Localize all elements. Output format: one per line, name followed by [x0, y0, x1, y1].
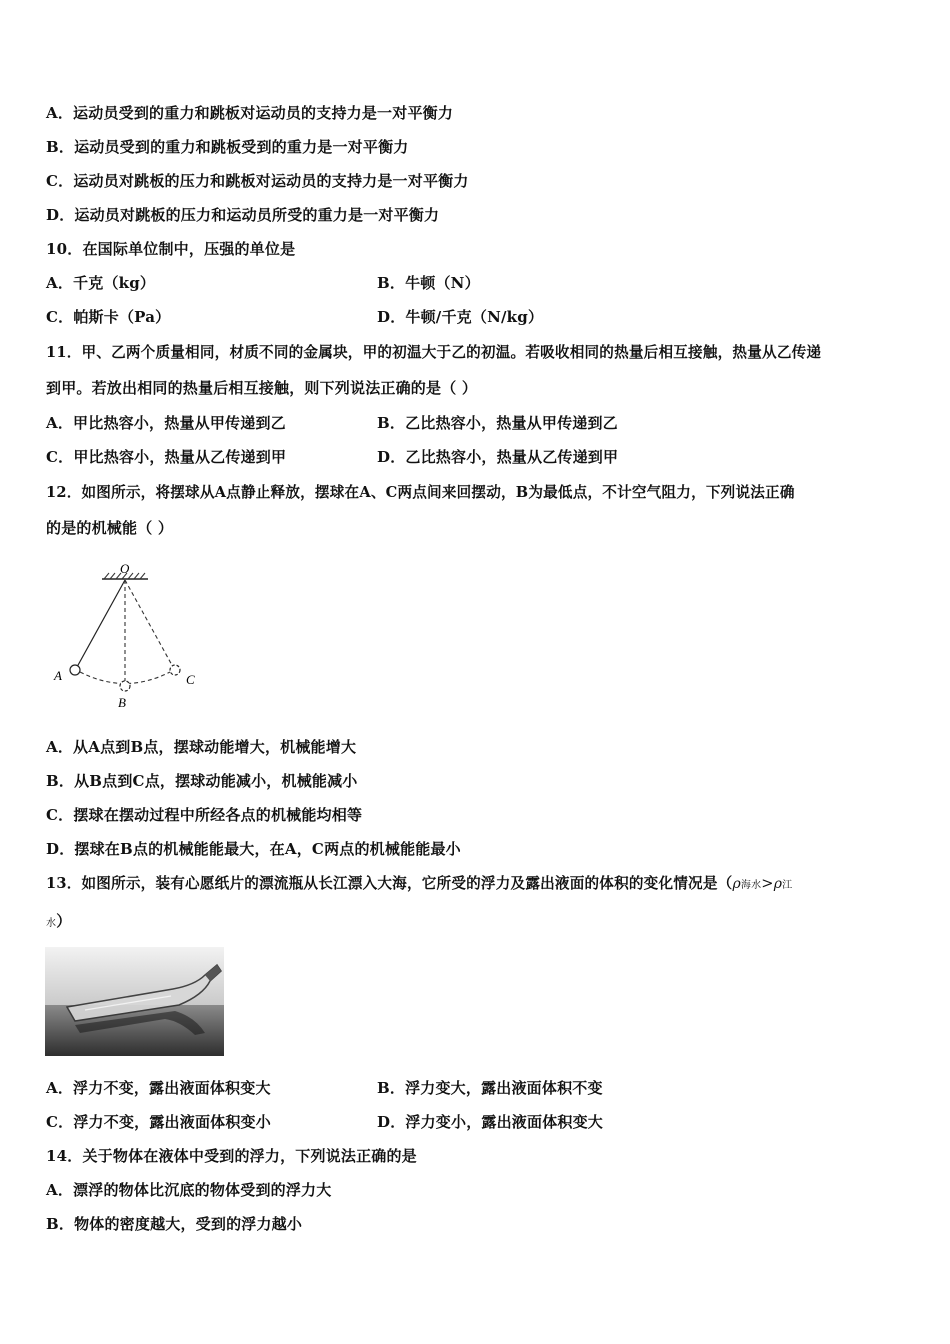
ball-a — [70, 665, 80, 675]
ball-c — [170, 665, 180, 675]
q12-stem-line2: 的是的机械能（ ） — [46, 519, 174, 537]
rho-symbol-2: ρ — [773, 876, 783, 892]
q14-option-b: B．物体的密度越大，受到的浮力越小 — [46, 1215, 303, 1233]
q13-stem-text: 13．如图所示，装有心愿纸片的漂流瓶从长江漂入大海，它所受的浮力及露出液面的体积的变化情况是（ — [46, 875, 733, 892]
q13-stem-line2 — [46, 910, 71, 931]
q11-option-c: C．甲比热容小，热量从乙传递到甲 — [46, 448, 287, 466]
ball-b — [120, 681, 130, 691]
q14-stem: 14．关于物体在液体中受到的浮力，下列说法正确的是 — [46, 1147, 417, 1165]
q9-option-d: D．运动员对跳板的压力和运动员所受的重力是一对平衡力 — [46, 206, 440, 224]
q12-option-a: A．从A点到B点，摆球动能增大，机械能增大 — [46, 738, 357, 756]
drift-bottle-photo — [45, 947, 224, 1056]
q12-option-b: B．从B点到C点，摆球动能减小，机械能减小 — [46, 772, 358, 790]
q12-option-c: C．摆球在摆动过程中所经各点的机械能均相等 — [46, 806, 363, 824]
q14-option-a: A．漂浮的物体比沉底的物体受到的浮力大 — [46, 1181, 332, 1199]
q10-stem: 10．在国际单位制中，压强的单位是 — [46, 240, 296, 258]
label-a: A — [54, 668, 62, 683]
q13-stem-line1 — [46, 872, 792, 893]
q13-option-c: C．浮力不变，露出液面体积变小 — [46, 1113, 271, 1131]
q13-option-d: D．浮力变小，露出液面体积变大 — [377, 1113, 604, 1131]
q12-stem-line1: 12．如图所示，将摆球从A点静止释放，摆球在A、C两点间来回摆动，B为最低点，不计空气阻力，下列说法正确 — [46, 484, 795, 501]
label-c: C — [186, 672, 195, 687]
pendulum-dashed-c — [125, 580, 173, 667]
label-b: B — [118, 695, 126, 710]
q9-option-b: B．运动员受到的重力和跳板受到的重力是一对平衡力 — [46, 138, 409, 156]
subscript-river: 江 — [782, 880, 793, 891]
q11-stem-line1: 11．甲、乙两个质量相同，材质不同的金属块，甲的初温大于乙的初温。若吸收相同的热量后相互接触，热量从乙传递 — [46, 344, 822, 361]
rho-symbol-1: ρ — [732, 876, 741, 892]
subscript-seawater: 海水 — [740, 880, 762, 891]
q13-option-b: B．浮力变大，露出液面体积不变 — [377, 1079, 603, 1097]
subscript-water: 水 — [46, 918, 57, 929]
q12-option-d: D．摆球在B点的机械能能最大，在A，C两点的机械能能最小 — [46, 840, 461, 858]
q11-option-a: A．甲比热容小，热量从甲传递到乙 — [46, 414, 286, 432]
greater-than: > — [761, 875, 774, 892]
q10-option-a: A．千克（kg） — [46, 274, 156, 292]
q11-option-b: B．乙比热容小，热量从甲传递到乙 — [377, 414, 618, 432]
q10-option-d: D．牛顿/千克（N/kg） — [377, 308, 544, 326]
q13-close-paren: ） — [56, 912, 72, 930]
q10-option-c: C．帕斯卡（Pa） — [46, 308, 171, 326]
pendulum-string-a — [77, 580, 125, 667]
label-o: O — [120, 561, 130, 576]
q11-stem-line2: 到甲。若放出相同的热量后相互接触，则下列说法正确的是（ ） — [46, 379, 478, 397]
q13-option-a: A．浮力不变，露出液面体积变大 — [46, 1079, 271, 1097]
q10-option-b: B．牛顿（N） — [377, 274, 480, 292]
q9-option-c: C．运动员对跳板的压力和跳板对运动员的支持力是一对平衡力 — [46, 172, 469, 190]
pendulum-figure — [50, 560, 210, 710]
q9-option-a: A．运动员受到的重力和跳板对运动员的支持力是一对平衡力 — [46, 104, 454, 122]
q11-option-d: D．乙比热容小，热量从乙传递到甲 — [377, 448, 619, 466]
